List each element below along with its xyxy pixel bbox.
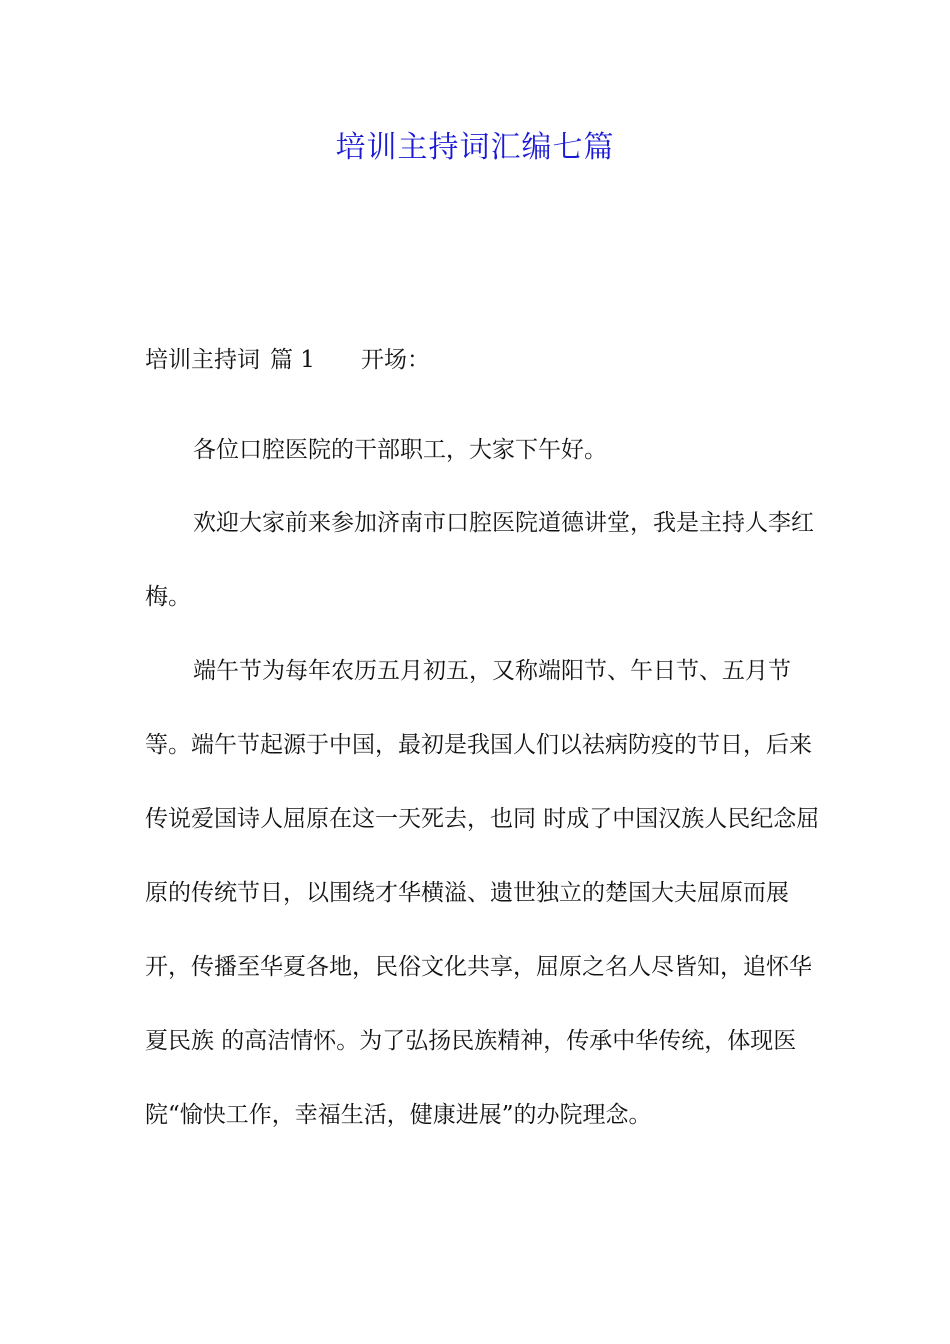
paragraph-text: 端午节为每年农历五月初五，又称端阳节、午日节、五月节等。端午节起源于中国，最初是我国人们以祛病防疫的节日，后来传说爱国诗人屈原在这一天死去，也同 时成了中国汉族人民纪念屈原的传统节日，以围绕才华横溢、遗世独立的楚国大夫屈原而展开，传播至华夏各地，民俗文化共享，屈原之名人尽皆知，追怀华夏民族 的高洁情怀。为了弘扬民族精神，传承中华传统，体现医院“愉快工作，幸福生活，健康进展”的办院理念。 (145, 658, 820, 1128)
heading-section: 开场： (360, 347, 430, 373)
paragraph-dragon-boat (145, 634, 825, 1152)
paragraph-greeting (145, 413, 825, 487)
paragraph-text: 各位口腔医院的干部职工，大家下午好。 (193, 437, 607, 463)
document-title: 培训主持词汇编七篇 (335, 130, 615, 165)
paragraph-text: 欢迎大家前来参加济南市口腔医院道德讲堂，我是主持人李红梅。 (145, 510, 814, 610)
paragraph-welcome (145, 486, 825, 634)
heading-number: 篇 1 (270, 347, 315, 373)
section-heading (145, 340, 430, 380)
heading-label: 培训主持词 (145, 347, 260, 373)
